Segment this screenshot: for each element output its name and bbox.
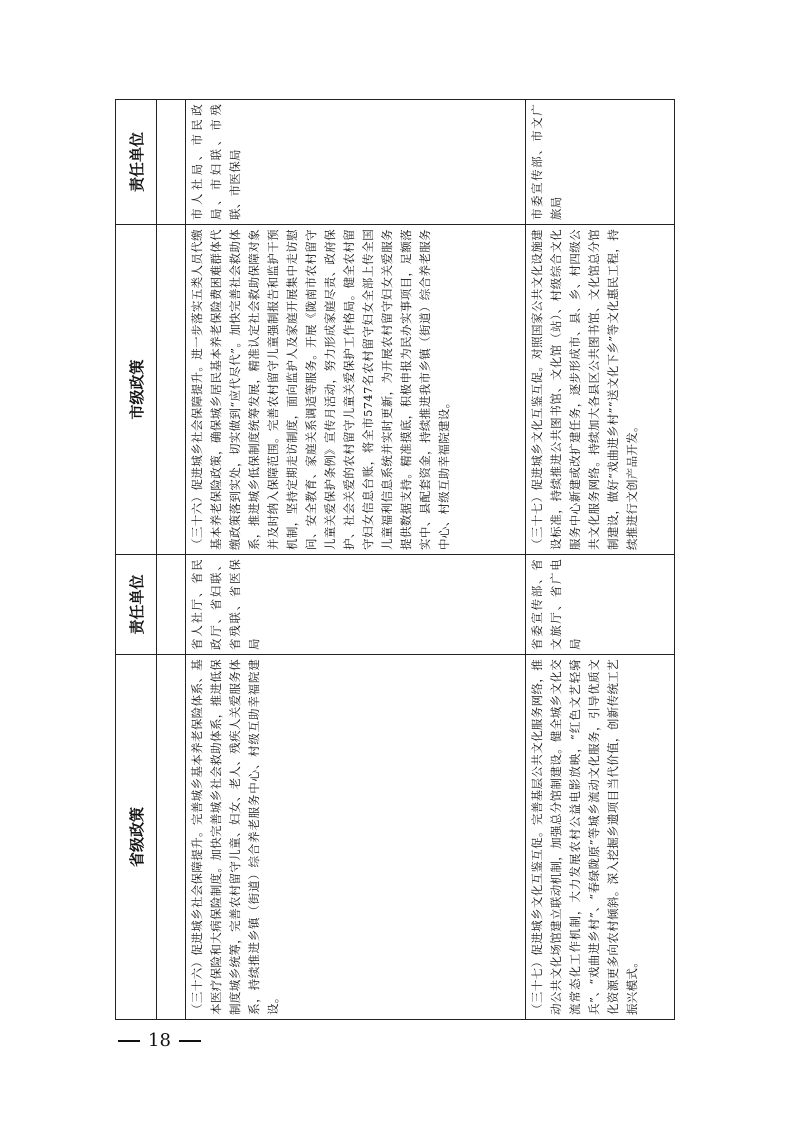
spacer-cell — [157, 225, 186, 555]
header-city-unit: 责任单位 — [116, 100, 157, 225]
spacer-cell — [157, 100, 186, 225]
header-provincial-policy: 省级政策 — [116, 655, 157, 1020]
spacer-cell — [157, 555, 186, 655]
city-unit-cell: 市人社局、市民政局、市妇联、市残联、市医保局 — [186, 100, 526, 225]
page-number-dash — [118, 1040, 140, 1042]
header-city-policy: 市级政策 — [116, 225, 157, 555]
page-number-text: 18 — [148, 1030, 171, 1051]
provincial-policy-cell: （三十六）促进城乡社会保障提升。完善城乡基本养老保险体系、基本医疗保险和大病保险制度。加快完善城乡社会救助体系，推进低保制度城乡统筹，完善农村留守儿童、妇女、老人、残疾人关爱服务体系，持续推进乡镇（街道）综合养老服务中心、村级互助幸福院建设。 — [186, 655, 526, 1020]
policy-table-rotated — [115, 100, 675, 1020]
policy-table — [115, 99, 675, 1020]
provincial-unit-cell: 省委宣传部、省文旅厅、省广电局 — [525, 555, 674, 655]
city-policy-cell: （三十六）促进城乡社会保障提升。进一步落实五类人员代缴基本养老保险政策，确保城乡居民基本养老保险费困难群体代缴政策落到实处，切实做到“应代尽代”。加快完善社会救助体系，推进城乡低保制度统筹发展，精准认定社会救助保障对象并及时纳入保障范围。完善农村留守儿童强制报告和监护干预机制，坚持定期走访制度，面向监护人及家庭开展集中走访慰问、安全教育、家庭关系调适等服务。开展《陇南市农村留守儿童关爱保护条例》宣传月活动，努力形成家庭尽责、政府保护、社会关爱的农村留守儿童关爱保护工作格局。健全农村留守妇女信息台账，将全市5747名农村留守妇女全部上传全国儿童福利信息系统并实时更新，为开展农村留守妇女关爱服务提供数据支持。精准摸底，积极申报为民办实事项目，足额落实中、县配套资金，持续推进我市乡镇（街道）综合养老服务中心、村级互助幸福院建设。 — [186, 225, 526, 555]
table-row — [186, 100, 526, 1020]
provincial-unit-cell: 省人社厅、省民政厅、省妇联、省残联、省医保局 — [186, 555, 526, 655]
page-number — [118, 1030, 201, 1051]
provincial-policy-cell: （三十七）促进城乡文化互鉴互促。完善基层公共文化服务网络，推动公共文化场馆建立联动机制，加强总分馆制建设。健全城乡文化交流常态化工作机制，大力发展农村公益电影放映，“红色文艺轻骑兵”、“戏曲进乡村”、“春绿陇原”等城乡流动文化服务，引导优质文化资源更多向农村倾斜。深入挖掘乡遗项目当代价值，创新传统工艺振兴模式。 — [525, 655, 674, 1020]
city-unit-cell: 市委宣传部、市文广旅局 — [525, 100, 674, 225]
table-spacer-row — [157, 100, 186, 1020]
page-number-dash — [179, 1040, 201, 1042]
header-provincial-unit: 责任单位 — [116, 555, 157, 655]
table-header-row — [116, 100, 157, 1020]
spacer-cell — [157, 655, 186, 1020]
city-policy-cell: （三十七）促进城乡文化互鉴互促。对照国家公共文化设施建设标准，持续推进公共图书馆、文化馆（站）、村级综合文化服务中心新建或改扩建任务，逐步形成市、县、乡、村四级公共文化服务网络。持续加大各县区公共图书馆、文化馆总分馆制建设，做好“戏曲进乡村”“送文化下乡”等文化惠民工程，持续推进行文创产品开发。 — [525, 225, 674, 555]
table-row — [525, 100, 674, 1020]
